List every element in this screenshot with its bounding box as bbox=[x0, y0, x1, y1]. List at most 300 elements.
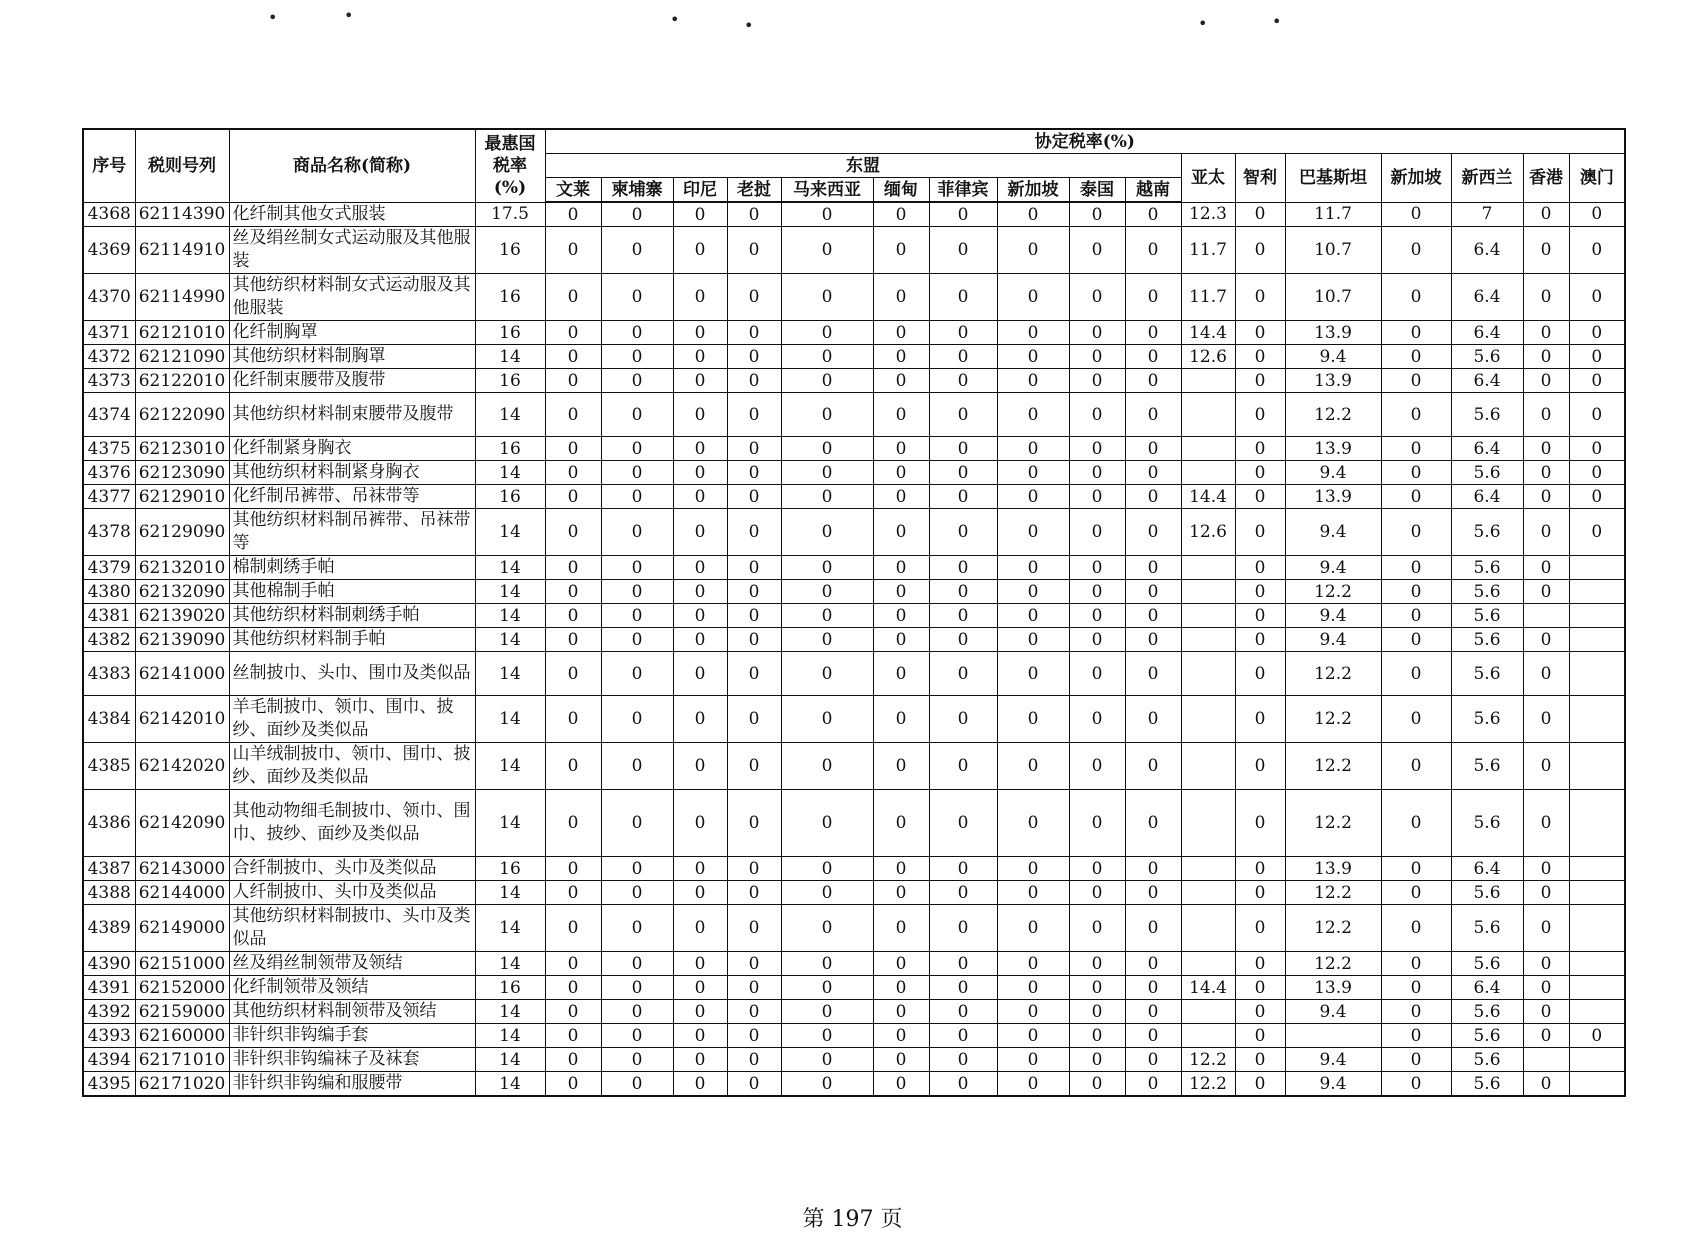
cell-other-rate: 10.7 bbox=[1285, 227, 1381, 274]
cell-asean-rate: 0 bbox=[601, 437, 673, 461]
cell-seq: 4373 bbox=[83, 369, 135, 393]
cell-other-rate bbox=[1181, 652, 1235, 696]
cell-asean-rate: 0 bbox=[873, 556, 929, 580]
table-row bbox=[83, 1048, 1625, 1072]
cell-asean-rate: 0 bbox=[1125, 790, 1181, 857]
cell-asean-rate: 0 bbox=[727, 857, 781, 881]
cell-other-rate bbox=[1569, 905, 1625, 952]
cell-asean-rate: 0 bbox=[929, 556, 997, 580]
cell-product-name: 化纤制胸罩 bbox=[229, 321, 475, 345]
cell-other-rate bbox=[1181, 580, 1235, 604]
cell-other-rate bbox=[1569, 857, 1625, 881]
cell-other-rate: 0 bbox=[1523, 485, 1569, 509]
cell-other-rate bbox=[1181, 743, 1235, 790]
cell-asean-rate: 0 bbox=[1125, 509, 1181, 556]
cell-asean-rate: 0 bbox=[545, 976, 601, 1000]
cell-other-rate: 9.4 bbox=[1285, 1048, 1381, 1072]
cell-other-rate: 5.6 bbox=[1451, 652, 1523, 696]
cell-asean-rate: 0 bbox=[929, 1024, 997, 1048]
cell-other-rate: 0 bbox=[1235, 952, 1285, 976]
cell-other-rate: 0 bbox=[1523, 952, 1569, 976]
cell-other-rate: 0 bbox=[1523, 274, 1569, 321]
cell-other-rate: 0 bbox=[1235, 345, 1285, 369]
cell-asean-rate: 0 bbox=[873, 1000, 929, 1024]
cell-other-rate bbox=[1181, 604, 1235, 628]
cell-other-rate: 12.2 bbox=[1285, 881, 1381, 905]
cell-product-name: 化纤制领带及领结 bbox=[229, 976, 475, 1000]
cell-asean-rate: 0 bbox=[781, 202, 873, 227]
cell-asean-rate: 0 bbox=[673, 952, 727, 976]
cell-other-rate: 0 bbox=[1235, 790, 1285, 857]
cell-asean-rate: 0 bbox=[673, 321, 727, 345]
cell-product-name: 非针织非钩编袜子及袜套 bbox=[229, 1048, 475, 1072]
cell-mfn-rate: 16 bbox=[475, 321, 545, 345]
cell-asean-rate: 0 bbox=[929, 881, 997, 905]
cell-asean-rate: 0 bbox=[601, 1072, 673, 1097]
cell-asean-rate: 0 bbox=[1069, 881, 1125, 905]
cell-asean-rate: 0 bbox=[929, 202, 997, 227]
cell-other-rate: 0 bbox=[1381, 580, 1451, 604]
cell-asean-rate: 0 bbox=[601, 1000, 673, 1024]
header-other-6: 澳门 bbox=[1569, 154, 1625, 203]
header-asean-member-6: 菲律宾 bbox=[929, 178, 997, 203]
cell-asean-rate: 0 bbox=[601, 1024, 673, 1048]
cell-tariff-code: 62132010 bbox=[135, 556, 229, 580]
table-row bbox=[83, 905, 1625, 952]
cell-other-rate: 0 bbox=[1381, 881, 1451, 905]
cell-mfn-rate: 16 bbox=[475, 485, 545, 509]
cell-other-rate: 11.7 bbox=[1285, 202, 1381, 227]
cell-other-rate: 0 bbox=[1381, 345, 1451, 369]
cell-asean-rate: 0 bbox=[673, 345, 727, 369]
table-body bbox=[83, 202, 1625, 1096]
cell-other-rate: 11.7 bbox=[1181, 274, 1235, 321]
cell-other-rate: 12.3 bbox=[1181, 202, 1235, 227]
cell-asean-rate: 0 bbox=[929, 743, 997, 790]
cell-other-rate: 13.9 bbox=[1285, 437, 1381, 461]
cell-product-name: 人纤制披巾、头巾及类似品 bbox=[229, 881, 475, 905]
cell-asean-rate: 0 bbox=[997, 696, 1069, 743]
cell-tariff-code: 62121090 bbox=[135, 345, 229, 369]
table-row bbox=[83, 696, 1625, 743]
cell-asean-rate: 0 bbox=[873, 905, 929, 952]
cell-mfn-rate: 14 bbox=[475, 461, 545, 485]
cell-asean-rate: 0 bbox=[781, 790, 873, 857]
cell-seq: 4383 bbox=[83, 652, 135, 696]
cell-other-rate: 0 bbox=[1523, 461, 1569, 485]
cell-asean-rate: 0 bbox=[929, 976, 997, 1000]
header-asean-member-8: 泰国 bbox=[1069, 178, 1125, 203]
cell-asean-rate: 0 bbox=[873, 274, 929, 321]
cell-mfn-rate: 14 bbox=[475, 1000, 545, 1024]
cell-asean-rate: 0 bbox=[727, 1048, 781, 1072]
cell-other-rate: 0 bbox=[1235, 652, 1285, 696]
cell-asean-rate: 0 bbox=[545, 881, 601, 905]
cell-other-rate: 0 bbox=[1523, 321, 1569, 345]
cell-asean-rate: 0 bbox=[727, 202, 781, 227]
cell-tariff-code: 62171020 bbox=[135, 1072, 229, 1097]
table-row bbox=[83, 628, 1625, 652]
cell-other-rate bbox=[1569, 1000, 1625, 1024]
cell-asean-rate: 0 bbox=[997, 202, 1069, 227]
cell-other-rate: 6.4 bbox=[1451, 976, 1523, 1000]
cell-asean-rate: 0 bbox=[1125, 881, 1181, 905]
cell-mfn-rate: 14 bbox=[475, 743, 545, 790]
cell-other-rate: 0 bbox=[1381, 556, 1451, 580]
table-row bbox=[83, 976, 1625, 1000]
cell-mfn-rate: 16 bbox=[475, 437, 545, 461]
cell-asean-rate: 0 bbox=[873, 881, 929, 905]
cell-other-rate: 0 bbox=[1235, 274, 1285, 321]
cell-other-rate: 12.2 bbox=[1285, 652, 1381, 696]
header-other-4: 新西兰 bbox=[1451, 154, 1523, 203]
table-row bbox=[83, 437, 1625, 461]
tariff-table bbox=[82, 128, 1626, 1097]
cell-other-rate: 0 bbox=[1569, 509, 1625, 556]
cell-other-rate: 0 bbox=[1569, 437, 1625, 461]
cell-asean-rate: 0 bbox=[545, 1024, 601, 1048]
cell-other-rate: 10.7 bbox=[1285, 274, 1381, 321]
cell-other-rate: 0 bbox=[1523, 1000, 1569, 1024]
cell-asean-rate: 0 bbox=[997, 580, 1069, 604]
cell-other-rate: 0 bbox=[1569, 1024, 1625, 1048]
cell-other-rate: 0 bbox=[1235, 1024, 1285, 1048]
cell-other-rate: 0 bbox=[1381, 321, 1451, 345]
cell-asean-rate: 0 bbox=[997, 857, 1069, 881]
cell-product-name: 化纤制束腰带及腹带 bbox=[229, 369, 475, 393]
cell-seq: 4384 bbox=[83, 696, 135, 743]
cell-asean-rate: 0 bbox=[601, 485, 673, 509]
cell-asean-rate: 0 bbox=[1069, 790, 1125, 857]
table-row bbox=[83, 604, 1625, 628]
cell-asean-rate: 0 bbox=[601, 393, 673, 437]
cell-other-rate: 0 bbox=[1523, 580, 1569, 604]
cell-tariff-code: 62123010 bbox=[135, 437, 229, 461]
cell-other-rate: 0 bbox=[1523, 905, 1569, 952]
cell-other-rate: 6.4 bbox=[1451, 227, 1523, 274]
cell-asean-rate: 0 bbox=[1069, 556, 1125, 580]
cell-asean-rate: 0 bbox=[781, 461, 873, 485]
cell-tariff-code: 62160000 bbox=[135, 1024, 229, 1048]
cell-tariff-code: 62122010 bbox=[135, 369, 229, 393]
cell-seq: 4368 bbox=[83, 202, 135, 227]
cell-asean-rate: 0 bbox=[873, 604, 929, 628]
cell-other-rate: 0 bbox=[1523, 1024, 1569, 1048]
cell-product-name: 其他纺织材料制紧身胸衣 bbox=[229, 461, 475, 485]
cell-asean-rate: 0 bbox=[673, 393, 727, 437]
cell-asean-rate: 0 bbox=[1069, 1000, 1125, 1024]
cell-tariff-code: 62142020 bbox=[135, 743, 229, 790]
cell-asean-rate: 0 bbox=[929, 1072, 997, 1097]
header-tariff-code: 税则号列 bbox=[135, 129, 229, 202]
cell-other-rate: 0 bbox=[1235, 604, 1285, 628]
cell-product-name: 丝制披巾、头巾、围巾及类似品 bbox=[229, 652, 475, 696]
table-row bbox=[83, 881, 1625, 905]
cell-asean-rate: 0 bbox=[873, 976, 929, 1000]
cell-asean-rate: 0 bbox=[727, 976, 781, 1000]
cell-asean-rate: 0 bbox=[601, 743, 673, 790]
cell-other-rate: 6.4 bbox=[1451, 437, 1523, 461]
cell-other-rate: 0 bbox=[1523, 345, 1569, 369]
cell-product-name: 其他纺织材料制刺绣手帕 bbox=[229, 604, 475, 628]
cell-other-rate bbox=[1181, 857, 1235, 881]
cell-other-rate bbox=[1569, 580, 1625, 604]
cell-asean-rate: 0 bbox=[601, 345, 673, 369]
cell-asean-rate: 0 bbox=[929, 1048, 997, 1072]
cell-other-rate bbox=[1181, 628, 1235, 652]
table-header bbox=[83, 129, 1625, 202]
cell-asean-rate: 0 bbox=[545, 509, 601, 556]
cell-asean-rate: 0 bbox=[727, 461, 781, 485]
cell-asean-rate: 0 bbox=[781, 1048, 873, 1072]
cell-tariff-code: 62129010 bbox=[135, 485, 229, 509]
cell-other-rate: 6.4 bbox=[1451, 321, 1523, 345]
cell-asean-rate: 0 bbox=[673, 202, 727, 227]
cell-asean-rate: 0 bbox=[781, 857, 873, 881]
cell-asean-rate: 0 bbox=[929, 905, 997, 952]
cell-asean-rate: 0 bbox=[781, 881, 873, 905]
cell-asean-rate: 0 bbox=[929, 485, 997, 509]
cell-asean-rate: 0 bbox=[781, 1072, 873, 1097]
cell-asean-rate: 0 bbox=[601, 952, 673, 976]
cell-asean-rate: 0 bbox=[601, 1048, 673, 1072]
cell-asean-rate: 0 bbox=[997, 976, 1069, 1000]
cell-asean-rate: 0 bbox=[997, 604, 1069, 628]
cell-other-rate: 12.2 bbox=[1285, 905, 1381, 952]
cell-tariff-code: 62149000 bbox=[135, 905, 229, 952]
cell-asean-rate: 0 bbox=[727, 227, 781, 274]
cell-other-rate: 13.9 bbox=[1285, 369, 1381, 393]
cell-asean-rate: 0 bbox=[1069, 857, 1125, 881]
cell-asean-rate: 0 bbox=[781, 696, 873, 743]
cell-asean-rate: 0 bbox=[781, 952, 873, 976]
cell-asean-rate: 0 bbox=[873, 509, 929, 556]
cell-asean-rate: 0 bbox=[601, 509, 673, 556]
cell-tariff-code: 62114390 bbox=[135, 202, 229, 227]
cell-other-rate: 5.6 bbox=[1451, 952, 1523, 976]
cell-other-rate: 0 bbox=[1381, 952, 1451, 976]
cell-mfn-rate: 14 bbox=[475, 652, 545, 696]
cell-other-rate: 5.6 bbox=[1451, 393, 1523, 437]
cell-asean-rate: 0 bbox=[545, 696, 601, 743]
cell-product-name: 合纤制披巾、头巾及类似品 bbox=[229, 857, 475, 881]
table-row bbox=[83, 461, 1625, 485]
table-row bbox=[83, 1072, 1625, 1097]
cell-mfn-rate: 17.5 bbox=[475, 202, 545, 227]
header-asean-member-1: 柬埔寨 bbox=[601, 178, 673, 203]
table-row bbox=[83, 393, 1625, 437]
cell-asean-rate: 0 bbox=[997, 393, 1069, 437]
cell-mfn-rate: 14 bbox=[475, 952, 545, 976]
cell-asean-rate: 0 bbox=[1069, 905, 1125, 952]
cell-asean-rate: 0 bbox=[929, 696, 997, 743]
cell-asean-rate: 0 bbox=[929, 321, 997, 345]
cell-asean-rate: 0 bbox=[545, 393, 601, 437]
cell-asean-rate: 0 bbox=[727, 790, 781, 857]
cell-other-rate: 9.4 bbox=[1285, 345, 1381, 369]
header-other-0: 亚太 bbox=[1181, 154, 1235, 203]
cell-asean-rate: 0 bbox=[673, 274, 727, 321]
cell-product-name: 非针织非钩编和服腰带 bbox=[229, 1072, 475, 1097]
cell-asean-rate: 0 bbox=[781, 652, 873, 696]
cell-tariff-code: 62142010 bbox=[135, 696, 229, 743]
cell-asean-rate: 0 bbox=[727, 881, 781, 905]
cell-asean-rate: 0 bbox=[545, 485, 601, 509]
cell-product-name: 化纤制其他女式服装 bbox=[229, 202, 475, 227]
cell-other-rate: 12.2 bbox=[1285, 393, 1381, 437]
cell-asean-rate: 0 bbox=[601, 227, 673, 274]
cell-asean-rate: 0 bbox=[601, 556, 673, 580]
cell-asean-rate: 0 bbox=[673, 556, 727, 580]
cell-asean-rate: 0 bbox=[1069, 437, 1125, 461]
cell-other-rate: 5.6 bbox=[1451, 1000, 1523, 1024]
cell-other-rate: 6.4 bbox=[1451, 369, 1523, 393]
cell-other-rate: 0 bbox=[1569, 369, 1625, 393]
cell-asean-rate: 0 bbox=[1125, 1072, 1181, 1097]
cell-asean-rate: 0 bbox=[997, 743, 1069, 790]
cell-tariff-code: 62151000 bbox=[135, 952, 229, 976]
cell-asean-rate: 0 bbox=[545, 321, 601, 345]
cell-other-rate: 5.6 bbox=[1451, 696, 1523, 743]
cell-asean-rate: 0 bbox=[781, 580, 873, 604]
cell-asean-rate: 0 bbox=[873, 952, 929, 976]
cell-other-rate: 0 bbox=[1381, 1000, 1451, 1024]
cell-other-rate bbox=[1523, 1048, 1569, 1072]
cell-asean-rate: 0 bbox=[781, 393, 873, 437]
cell-tariff-code: 62144000 bbox=[135, 881, 229, 905]
cell-mfn-rate: 14 bbox=[475, 345, 545, 369]
cell-asean-rate: 0 bbox=[929, 604, 997, 628]
cell-product-name: 其他纺织材料制胸罩 bbox=[229, 345, 475, 369]
table-row bbox=[83, 485, 1625, 509]
cell-other-rate: 0 bbox=[1381, 628, 1451, 652]
cell-asean-rate: 0 bbox=[1125, 202, 1181, 227]
cell-asean-rate: 0 bbox=[673, 976, 727, 1000]
cell-asean-rate: 0 bbox=[873, 485, 929, 509]
cell-asean-rate: 0 bbox=[673, 437, 727, 461]
cell-other-rate: 0 bbox=[1381, 202, 1451, 227]
cell-other-rate: 5.6 bbox=[1451, 604, 1523, 628]
cell-seq: 4375 bbox=[83, 437, 135, 461]
cell-other-rate: 12.6 bbox=[1181, 509, 1235, 556]
cell-tariff-code: 62171010 bbox=[135, 1048, 229, 1072]
cell-asean-rate: 0 bbox=[1125, 369, 1181, 393]
cell-asean-rate: 0 bbox=[727, 1024, 781, 1048]
cell-other-rate: 14.4 bbox=[1181, 321, 1235, 345]
cell-product-name: 其他纺织材料制领带及领结 bbox=[229, 1000, 475, 1024]
scan-speck: • bbox=[268, 8, 278, 27]
cell-asean-rate: 0 bbox=[673, 604, 727, 628]
cell-other-rate: 12.6 bbox=[1181, 345, 1235, 369]
cell-asean-rate: 0 bbox=[929, 952, 997, 976]
cell-seq: 4381 bbox=[83, 604, 135, 628]
header-product-name: 商品名称(简称) bbox=[229, 129, 475, 202]
cell-seq: 4369 bbox=[83, 227, 135, 274]
cell-other-rate: 12.2 bbox=[1181, 1048, 1235, 1072]
cell-asean-rate: 0 bbox=[601, 202, 673, 227]
cell-other-rate: 13.9 bbox=[1285, 485, 1381, 509]
cell-asean-rate: 0 bbox=[1069, 202, 1125, 227]
cell-mfn-rate: 14 bbox=[475, 696, 545, 743]
cell-other-rate: 5.6 bbox=[1451, 556, 1523, 580]
cell-other-rate: 5.6 bbox=[1451, 628, 1523, 652]
cell-asean-rate: 0 bbox=[1125, 696, 1181, 743]
cell-asean-rate: 0 bbox=[1069, 369, 1125, 393]
cell-asean-rate: 0 bbox=[601, 857, 673, 881]
cell-asean-rate: 0 bbox=[873, 790, 929, 857]
cell-mfn-rate: 14 bbox=[475, 393, 545, 437]
cell-other-rate: 0 bbox=[1523, 202, 1569, 227]
cell-asean-rate: 0 bbox=[1125, 1048, 1181, 1072]
cell-seq: 4371 bbox=[83, 321, 135, 345]
cell-asean-rate: 0 bbox=[997, 345, 1069, 369]
table-row bbox=[83, 321, 1625, 345]
cell-asean-rate: 0 bbox=[929, 369, 997, 393]
cell-other-rate: 0 bbox=[1235, 437, 1285, 461]
cell-asean-rate: 0 bbox=[545, 580, 601, 604]
cell-other-rate: 9.4 bbox=[1285, 628, 1381, 652]
cell-asean-rate: 0 bbox=[1069, 580, 1125, 604]
header-asean-member-3: 老挝 bbox=[727, 178, 781, 203]
cell-other-rate bbox=[1569, 628, 1625, 652]
cell-asean-rate: 0 bbox=[781, 485, 873, 509]
table-row bbox=[83, 857, 1625, 881]
scan-speck: • bbox=[1198, 14, 1208, 33]
cell-asean-rate: 0 bbox=[673, 1048, 727, 1072]
cell-seq: 4390 bbox=[83, 952, 135, 976]
cell-asean-rate: 0 bbox=[727, 393, 781, 437]
cell-asean-rate: 0 bbox=[873, 227, 929, 274]
cell-asean-rate: 0 bbox=[727, 580, 781, 604]
cell-asean-rate: 0 bbox=[997, 1000, 1069, 1024]
cell-other-rate bbox=[1569, 1072, 1625, 1097]
cell-asean-rate: 0 bbox=[673, 1000, 727, 1024]
cell-asean-rate: 0 bbox=[1125, 227, 1181, 274]
cell-product-name: 其他纺织材料制手帕 bbox=[229, 628, 475, 652]
cell-seq: 4372 bbox=[83, 345, 135, 369]
cell-product-name: 山羊绒制披巾、领巾、围巾、披纱、面纱及类似品 bbox=[229, 743, 475, 790]
cell-asean-rate: 0 bbox=[1125, 604, 1181, 628]
cell-asean-rate: 0 bbox=[1125, 437, 1181, 461]
cell-seq: 4386 bbox=[83, 790, 135, 857]
cell-other-rate: 0 bbox=[1381, 790, 1451, 857]
cell-mfn-rate: 16 bbox=[475, 976, 545, 1000]
cell-asean-rate: 0 bbox=[727, 1072, 781, 1097]
cell-asean-rate: 0 bbox=[873, 1048, 929, 1072]
cell-mfn-rate: 14 bbox=[475, 881, 545, 905]
cell-seq: 4370 bbox=[83, 274, 135, 321]
cell-asean-rate: 0 bbox=[545, 461, 601, 485]
cell-asean-rate: 0 bbox=[601, 580, 673, 604]
cell-other-rate: 0 bbox=[1235, 369, 1285, 393]
cell-asean-rate: 0 bbox=[545, 274, 601, 321]
cell-other-rate bbox=[1181, 696, 1235, 743]
cell-other-rate: 0 bbox=[1235, 1048, 1285, 1072]
cell-other-rate bbox=[1181, 1024, 1235, 1048]
cell-asean-rate: 0 bbox=[997, 274, 1069, 321]
cell-other-rate bbox=[1569, 1048, 1625, 1072]
cell-mfn-rate: 14 bbox=[475, 905, 545, 952]
cell-product-name: 其他棉制手帕 bbox=[229, 580, 475, 604]
header-asean-member-5: 缅甸 bbox=[873, 178, 929, 203]
cell-tariff-code: 62129090 bbox=[135, 509, 229, 556]
cell-mfn-rate: 14 bbox=[475, 1048, 545, 1072]
cell-asean-rate: 0 bbox=[1125, 628, 1181, 652]
cell-asean-rate: 0 bbox=[601, 696, 673, 743]
cell-other-rate: 0 bbox=[1235, 556, 1285, 580]
cell-asean-rate: 0 bbox=[997, 461, 1069, 485]
header-other-5: 香港 bbox=[1523, 154, 1569, 203]
